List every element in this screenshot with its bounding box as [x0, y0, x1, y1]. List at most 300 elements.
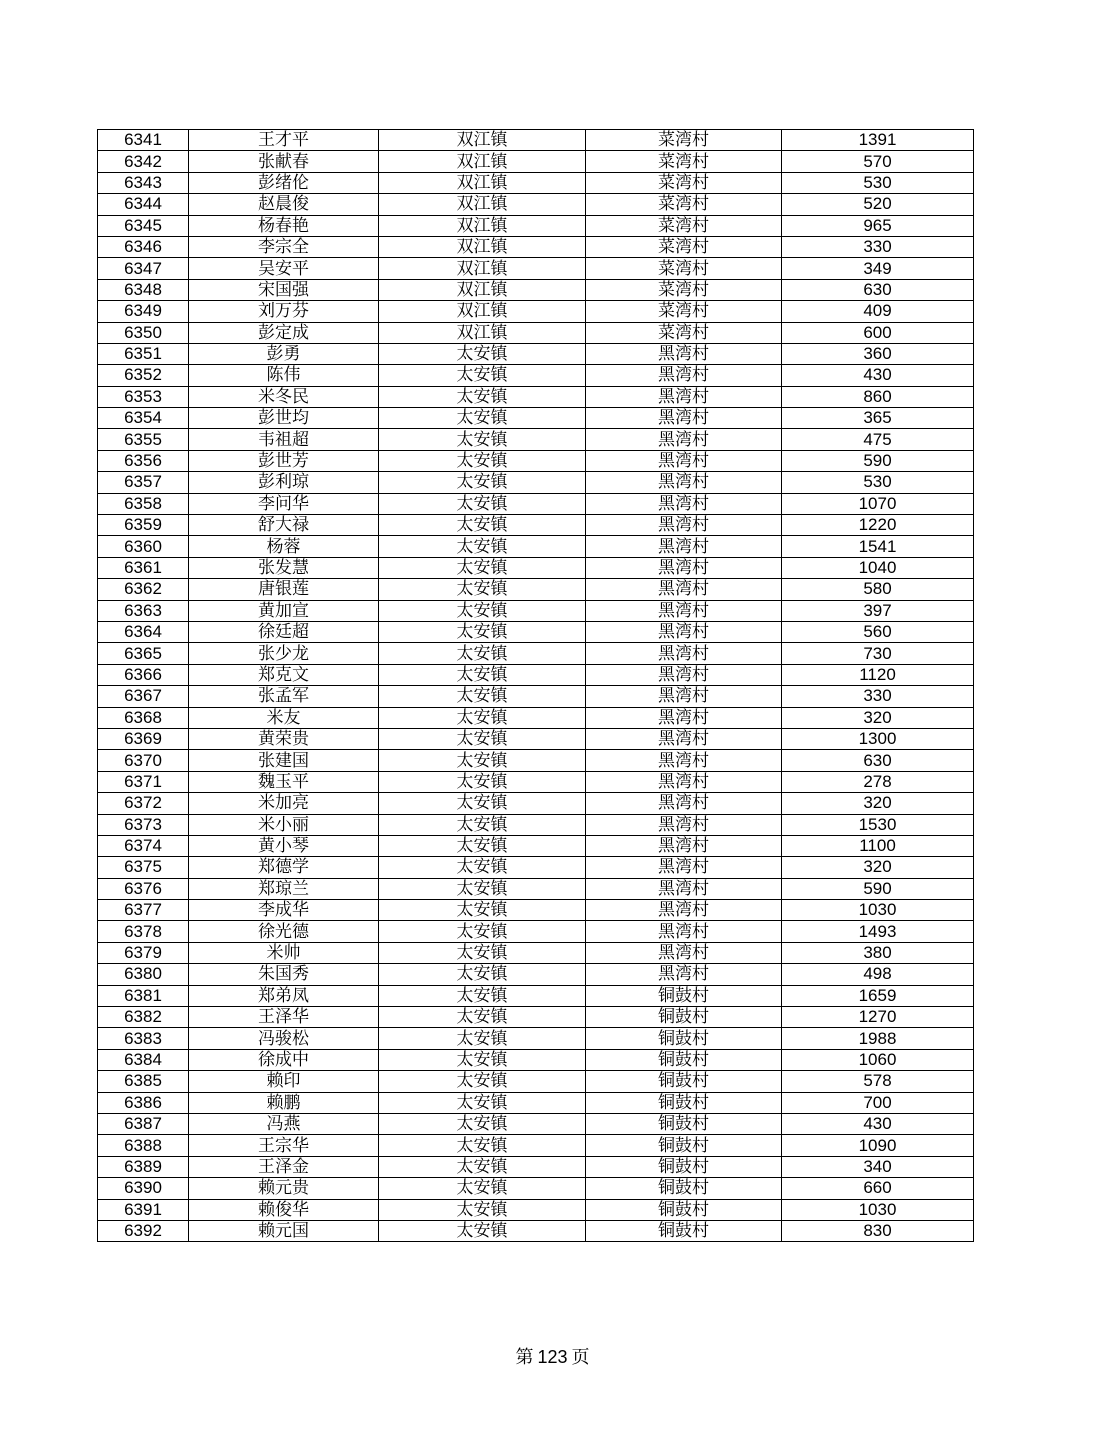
- name-cell: 朱国秀: [189, 964, 379, 985]
- amount-cell: 409: [782, 301, 974, 322]
- table-row: [98, 664, 974, 685]
- town-cell: 太安镇: [379, 1156, 586, 1177]
- row-id-cell: 6365: [98, 643, 189, 664]
- table-row: [98, 1049, 974, 1070]
- village-cell: 黑湾村: [586, 900, 782, 921]
- town-cell: 双江镇: [379, 236, 586, 257]
- table-row: [98, 1028, 974, 1049]
- town-cell: 太安镇: [379, 1135, 586, 1156]
- village-cell: 菜湾村: [586, 172, 782, 193]
- roster-table: [97, 129, 974, 1242]
- name-cell: 赖印: [189, 1071, 379, 1092]
- row-id-cell: 6377: [98, 900, 189, 921]
- name-cell: 张建国: [189, 750, 379, 771]
- amount-cell: 590: [782, 450, 974, 471]
- page-footer-prefix: 第: [515, 1347, 534, 1368]
- name-cell: 韦祖超: [189, 429, 379, 450]
- table-row: [98, 450, 974, 471]
- name-cell: 王才平: [189, 130, 379, 151]
- table-row: [98, 1156, 974, 1177]
- row-id-cell: 6367: [98, 686, 189, 707]
- name-cell: 米小丽: [189, 814, 379, 835]
- village-cell: 黑湾村: [586, 493, 782, 514]
- town-cell: 太安镇: [379, 664, 586, 685]
- village-cell: 黑湾村: [586, 450, 782, 471]
- village-cell: 铜鼓村: [586, 1178, 782, 1199]
- table-row: [98, 236, 974, 257]
- table-row: [98, 1071, 974, 1092]
- row-id-cell: 6359: [98, 515, 189, 536]
- table-row: [98, 793, 974, 814]
- town-cell: 太安镇: [379, 643, 586, 664]
- amount-cell: 580: [782, 579, 974, 600]
- town-cell: 太安镇: [379, 557, 586, 578]
- name-cell: 米友: [189, 707, 379, 728]
- village-cell: 菜湾村: [586, 322, 782, 343]
- town-cell: 太安镇: [379, 707, 586, 728]
- row-id-cell: 6372: [98, 793, 189, 814]
- name-cell: 舒大禄: [189, 515, 379, 536]
- row-id-cell: 6345: [98, 215, 189, 236]
- row-id-cell: 6392: [98, 1220, 189, 1241]
- row-id-cell: 6374: [98, 835, 189, 856]
- amount-cell: 1541: [782, 536, 974, 557]
- row-id-cell: 6369: [98, 728, 189, 749]
- amount-cell: 1493: [782, 921, 974, 942]
- amount-cell: 860: [782, 386, 974, 407]
- row-id-cell: 6349: [98, 301, 189, 322]
- name-cell: 赖俊华: [189, 1199, 379, 1220]
- row-id-cell: 6342: [98, 151, 189, 172]
- row-id-cell: 6341: [98, 130, 189, 151]
- village-cell: 黑湾村: [586, 921, 782, 942]
- town-cell: 太安镇: [379, 1178, 586, 1199]
- village-cell: 黑湾村: [586, 728, 782, 749]
- town-cell: 太安镇: [379, 365, 586, 386]
- table-row: [98, 878, 974, 899]
- village-cell: 黑湾村: [586, 365, 782, 386]
- name-cell: 赖元国: [189, 1220, 379, 1241]
- amount-cell: 530: [782, 472, 974, 493]
- village-cell: 铜鼓村: [586, 1199, 782, 1220]
- name-cell: 刘万芬: [189, 301, 379, 322]
- village-cell: 铜鼓村: [586, 1049, 782, 1070]
- row-id-cell: 6389: [98, 1156, 189, 1177]
- amount-cell: 360: [782, 343, 974, 364]
- table-row: [98, 429, 974, 450]
- name-cell: 张少龙: [189, 643, 379, 664]
- town-cell: 太安镇: [379, 450, 586, 471]
- town-cell: 双江镇: [379, 301, 586, 322]
- amount-cell: 1391: [782, 130, 974, 151]
- table-row: [98, 343, 974, 364]
- village-cell: 铜鼓村: [586, 985, 782, 1006]
- town-cell: 太安镇: [379, 857, 586, 878]
- name-cell: 彭利琼: [189, 472, 379, 493]
- amount-cell: 578: [782, 1071, 974, 1092]
- table-row: [98, 215, 974, 236]
- village-cell: 铜鼓村: [586, 1071, 782, 1092]
- row-id-cell: 6356: [98, 450, 189, 471]
- amount-cell: 475: [782, 429, 974, 450]
- amount-cell: 520: [782, 194, 974, 215]
- row-id-cell: 6348: [98, 279, 189, 300]
- village-cell: 黑湾村: [586, 707, 782, 728]
- amount-cell: 1120: [782, 664, 974, 685]
- table-row: [98, 493, 974, 514]
- name-cell: 米帅: [189, 942, 379, 963]
- name-cell: 郑弟凤: [189, 985, 379, 1006]
- row-id-cell: 6346: [98, 236, 189, 257]
- village-cell: 黑湾村: [586, 878, 782, 899]
- table-row: [98, 1220, 974, 1241]
- village-cell: 黑湾村: [586, 557, 782, 578]
- row-id-cell: 6357: [98, 472, 189, 493]
- amount-cell: 730: [782, 643, 974, 664]
- row-id-cell: 6360: [98, 536, 189, 557]
- amount-cell: 365: [782, 408, 974, 429]
- table-row: [98, 1092, 974, 1113]
- town-cell: 太安镇: [379, 878, 586, 899]
- row-id-cell: 6358: [98, 493, 189, 514]
- town-cell: 太安镇: [379, 964, 586, 985]
- row-id-cell: 6362: [98, 579, 189, 600]
- name-cell: 米冬民: [189, 386, 379, 407]
- name-cell: 陈伟: [189, 365, 379, 386]
- amount-cell: 1988: [782, 1028, 974, 1049]
- name-cell: 宋国强: [189, 279, 379, 300]
- row-id-cell: 6375: [98, 857, 189, 878]
- town-cell: 太安镇: [379, 771, 586, 792]
- village-cell: 黑湾村: [586, 771, 782, 792]
- village-cell: 黑湾村: [586, 643, 782, 664]
- name-cell: 彭世芳: [189, 450, 379, 471]
- row-id-cell: 6386: [98, 1092, 189, 1113]
- town-cell: 太安镇: [379, 536, 586, 557]
- row-id-cell: 6353: [98, 386, 189, 407]
- town-cell: 太安镇: [379, 493, 586, 514]
- table-row: [98, 172, 974, 193]
- name-cell: 彭绪伦: [189, 172, 379, 193]
- town-cell: 太安镇: [379, 1028, 586, 1049]
- village-cell: 黑湾村: [586, 835, 782, 856]
- name-cell: 王泽华: [189, 1007, 379, 1028]
- town-cell: 太安镇: [379, 579, 586, 600]
- village-cell: 铜鼓村: [586, 1092, 782, 1113]
- village-cell: 黑湾村: [586, 793, 782, 814]
- table-row: [98, 515, 974, 536]
- amount-cell: 1659: [782, 985, 974, 1006]
- table-row: [98, 301, 974, 322]
- village-cell: 黑湾村: [586, 429, 782, 450]
- table-row: [98, 707, 974, 728]
- row-id-cell: 6350: [98, 322, 189, 343]
- amount-cell: 1060: [782, 1049, 974, 1070]
- amount-cell: 278: [782, 771, 974, 792]
- amount-cell: 320: [782, 857, 974, 878]
- town-cell: 太安镇: [379, 942, 586, 963]
- row-id-cell: 6370: [98, 750, 189, 771]
- village-cell: 黑湾村: [586, 814, 782, 835]
- name-cell: 王宗华: [189, 1135, 379, 1156]
- town-cell: 太安镇: [379, 835, 586, 856]
- roster-table-body: [98, 130, 974, 1242]
- page-number: 123: [537, 1347, 568, 1367]
- row-id-cell: 6352: [98, 365, 189, 386]
- table-row: [98, 643, 974, 664]
- row-id-cell: 6383: [98, 1028, 189, 1049]
- amount-cell: 630: [782, 279, 974, 300]
- town-cell: 太安镇: [379, 1071, 586, 1092]
- row-id-cell: 6344: [98, 194, 189, 215]
- table-row: [98, 1113, 974, 1134]
- amount-cell: 330: [782, 236, 974, 257]
- amount-cell: 1100: [782, 835, 974, 856]
- village-cell: 黑湾村: [586, 515, 782, 536]
- amount-cell: 570: [782, 151, 974, 172]
- row-id-cell: 6378: [98, 921, 189, 942]
- row-id-cell: 6364: [98, 621, 189, 642]
- village-cell: 黑湾村: [586, 472, 782, 493]
- table-row: [98, 750, 974, 771]
- row-id-cell: 6354: [98, 408, 189, 429]
- amount-cell: 320: [782, 793, 974, 814]
- amount-cell: 430: [782, 365, 974, 386]
- name-cell: 赖鹏: [189, 1092, 379, 1113]
- table-row: [98, 814, 974, 835]
- town-cell: 太安镇: [379, 793, 586, 814]
- table-row: [98, 921, 974, 942]
- name-cell: 唐银莲: [189, 579, 379, 600]
- name-cell: 彭定成: [189, 322, 379, 343]
- town-cell: 双江镇: [379, 130, 586, 151]
- table-row: [98, 686, 974, 707]
- name-cell: 张献春: [189, 151, 379, 172]
- town-cell: 太安镇: [379, 728, 586, 749]
- row-id-cell: 6381: [98, 985, 189, 1006]
- amount-cell: 330: [782, 686, 974, 707]
- table-row: [98, 771, 974, 792]
- town-cell: 太安镇: [379, 900, 586, 921]
- table-row: [98, 985, 974, 1006]
- town-cell: 太安镇: [379, 515, 586, 536]
- amount-cell: 590: [782, 878, 974, 899]
- row-id-cell: 6368: [98, 707, 189, 728]
- name-cell: 吴安平: [189, 258, 379, 279]
- village-cell: 黑湾村: [586, 408, 782, 429]
- page-footer: [0, 1343, 1105, 1369]
- village-cell: 黑湾村: [586, 750, 782, 771]
- town-cell: 太安镇: [379, 429, 586, 450]
- town-cell: 太安镇: [379, 1220, 586, 1241]
- village-cell: 黑湾村: [586, 857, 782, 878]
- table-row: [98, 258, 974, 279]
- table-row: [98, 536, 974, 557]
- town-cell: 太安镇: [379, 814, 586, 835]
- table-row: [98, 557, 974, 578]
- table-row: [98, 194, 974, 215]
- table-row: [98, 728, 974, 749]
- village-cell: 黑湾村: [586, 964, 782, 985]
- village-cell: 黑湾村: [586, 343, 782, 364]
- table-row: [98, 857, 974, 878]
- amount-cell: 1270: [782, 1007, 974, 1028]
- town-cell: 太安镇: [379, 1007, 586, 1028]
- town-cell: 太安镇: [379, 1113, 586, 1134]
- village-cell: 黑湾村: [586, 621, 782, 642]
- name-cell: 彭世均: [189, 408, 379, 429]
- village-cell: 菜湾村: [586, 215, 782, 236]
- amount-cell: 1030: [782, 900, 974, 921]
- amount-cell: 1530: [782, 814, 974, 835]
- name-cell: 米加亮: [189, 793, 379, 814]
- name-cell: 黄荣贵: [189, 728, 379, 749]
- town-cell: 太安镇: [379, 750, 586, 771]
- amount-cell: 1040: [782, 557, 974, 578]
- amount-cell: 630: [782, 750, 974, 771]
- table-row: [98, 279, 974, 300]
- village-cell: 菜湾村: [586, 301, 782, 322]
- town-cell: 双江镇: [379, 279, 586, 300]
- amount-cell: 1220: [782, 515, 974, 536]
- village-cell: 菜湾村: [586, 258, 782, 279]
- amount-cell: 530: [782, 172, 974, 193]
- town-cell: 双江镇: [379, 194, 586, 215]
- village-cell: 菜湾村: [586, 194, 782, 215]
- name-cell: 王泽金: [189, 1156, 379, 1177]
- row-id-cell: 6376: [98, 878, 189, 899]
- village-cell: 黑湾村: [586, 579, 782, 600]
- name-cell: 李宗全: [189, 236, 379, 257]
- village-cell: 菜湾村: [586, 151, 782, 172]
- name-cell: 杨春艳: [189, 215, 379, 236]
- name-cell: 彭勇: [189, 343, 379, 364]
- name-cell: 黄小琴: [189, 835, 379, 856]
- name-cell: 张孟军: [189, 686, 379, 707]
- amount-cell: 320: [782, 707, 974, 728]
- row-id-cell: 6382: [98, 1007, 189, 1028]
- town-cell: 双江镇: [379, 258, 586, 279]
- table-row: [98, 365, 974, 386]
- amount-cell: 1300: [782, 728, 974, 749]
- town-cell: 太安镇: [379, 686, 586, 707]
- name-cell: 赖元贵: [189, 1178, 379, 1199]
- village-cell: 铜鼓村: [586, 1113, 782, 1134]
- row-id-cell: 6363: [98, 600, 189, 621]
- village-cell: 黑湾村: [586, 536, 782, 557]
- row-id-cell: 6347: [98, 258, 189, 279]
- town-cell: 太安镇: [379, 921, 586, 942]
- name-cell: 冯燕: [189, 1113, 379, 1134]
- amount-cell: 660: [782, 1178, 974, 1199]
- amount-cell: 397: [782, 600, 974, 621]
- village-cell: 黑湾村: [586, 942, 782, 963]
- row-id-cell: 6355: [98, 429, 189, 450]
- row-id-cell: 6371: [98, 771, 189, 792]
- village-cell: 铜鼓村: [586, 1007, 782, 1028]
- town-cell: 双江镇: [379, 151, 586, 172]
- name-cell: 魏玉平: [189, 771, 379, 792]
- row-id-cell: 6373: [98, 814, 189, 835]
- name-cell: 郑德学: [189, 857, 379, 878]
- table-row: [98, 408, 974, 429]
- amount-cell: 560: [782, 621, 974, 642]
- name-cell: 杨蓉: [189, 536, 379, 557]
- amount-cell: 830: [782, 1220, 974, 1241]
- row-id-cell: 6388: [98, 1135, 189, 1156]
- village-cell: 铜鼓村: [586, 1028, 782, 1049]
- village-cell: 黑湾村: [586, 386, 782, 407]
- row-id-cell: 6384: [98, 1049, 189, 1070]
- name-cell: 黄加宣: [189, 600, 379, 621]
- town-cell: 太安镇: [379, 1049, 586, 1070]
- row-id-cell: 6380: [98, 964, 189, 985]
- amount-cell: 600: [782, 322, 974, 343]
- town-cell: 太安镇: [379, 621, 586, 642]
- row-id-cell: 6343: [98, 172, 189, 193]
- table-row: [98, 322, 974, 343]
- table-row: [98, 1007, 974, 1028]
- village-cell: 铜鼓村: [586, 1220, 782, 1241]
- amount-cell: 965: [782, 215, 974, 236]
- table-row: [98, 1199, 974, 1220]
- row-id-cell: 6361: [98, 557, 189, 578]
- table-row: [98, 1178, 974, 1199]
- table-row: [98, 579, 974, 600]
- amount-cell: 1090: [782, 1135, 974, 1156]
- name-cell: 张发慧: [189, 557, 379, 578]
- name-cell: 郑克文: [189, 664, 379, 685]
- page-footer-suffix: 页: [571, 1347, 590, 1368]
- table-row: [98, 600, 974, 621]
- town-cell: 太安镇: [379, 386, 586, 407]
- town-cell: 太安镇: [379, 408, 586, 429]
- table-row: [98, 621, 974, 642]
- amount-cell: 380: [782, 942, 974, 963]
- row-id-cell: 6351: [98, 343, 189, 364]
- table-row: [98, 472, 974, 493]
- town-cell: 双江镇: [379, 322, 586, 343]
- name-cell: 徐光德: [189, 921, 379, 942]
- amount-cell: 1030: [782, 1199, 974, 1220]
- row-id-cell: 6391: [98, 1199, 189, 1220]
- table-row: [98, 130, 974, 151]
- amount-cell: 498: [782, 964, 974, 985]
- amount-cell: 340: [782, 1156, 974, 1177]
- table-row: [98, 900, 974, 921]
- amount-cell: 430: [782, 1113, 974, 1134]
- town-cell: 太安镇: [379, 600, 586, 621]
- row-id-cell: 6366: [98, 664, 189, 685]
- name-cell: 冯骏松: [189, 1028, 379, 1049]
- town-cell: 太安镇: [379, 472, 586, 493]
- town-cell: 太安镇: [379, 1199, 586, 1220]
- table-row: [98, 835, 974, 856]
- name-cell: 徐廷超: [189, 621, 379, 642]
- town-cell: 太安镇: [379, 985, 586, 1006]
- name-cell: 赵晨俊: [189, 194, 379, 215]
- row-id-cell: 6390: [98, 1178, 189, 1199]
- village-cell: 黑湾村: [586, 600, 782, 621]
- amount-cell: 700: [782, 1092, 974, 1113]
- village-cell: 黑湾村: [586, 664, 782, 685]
- table-row: [98, 942, 974, 963]
- name-cell: 李问华: [189, 493, 379, 514]
- row-id-cell: 6387: [98, 1113, 189, 1134]
- village-cell: 菜湾村: [586, 130, 782, 151]
- row-id-cell: 6379: [98, 942, 189, 963]
- row-id-cell: 6385: [98, 1071, 189, 1092]
